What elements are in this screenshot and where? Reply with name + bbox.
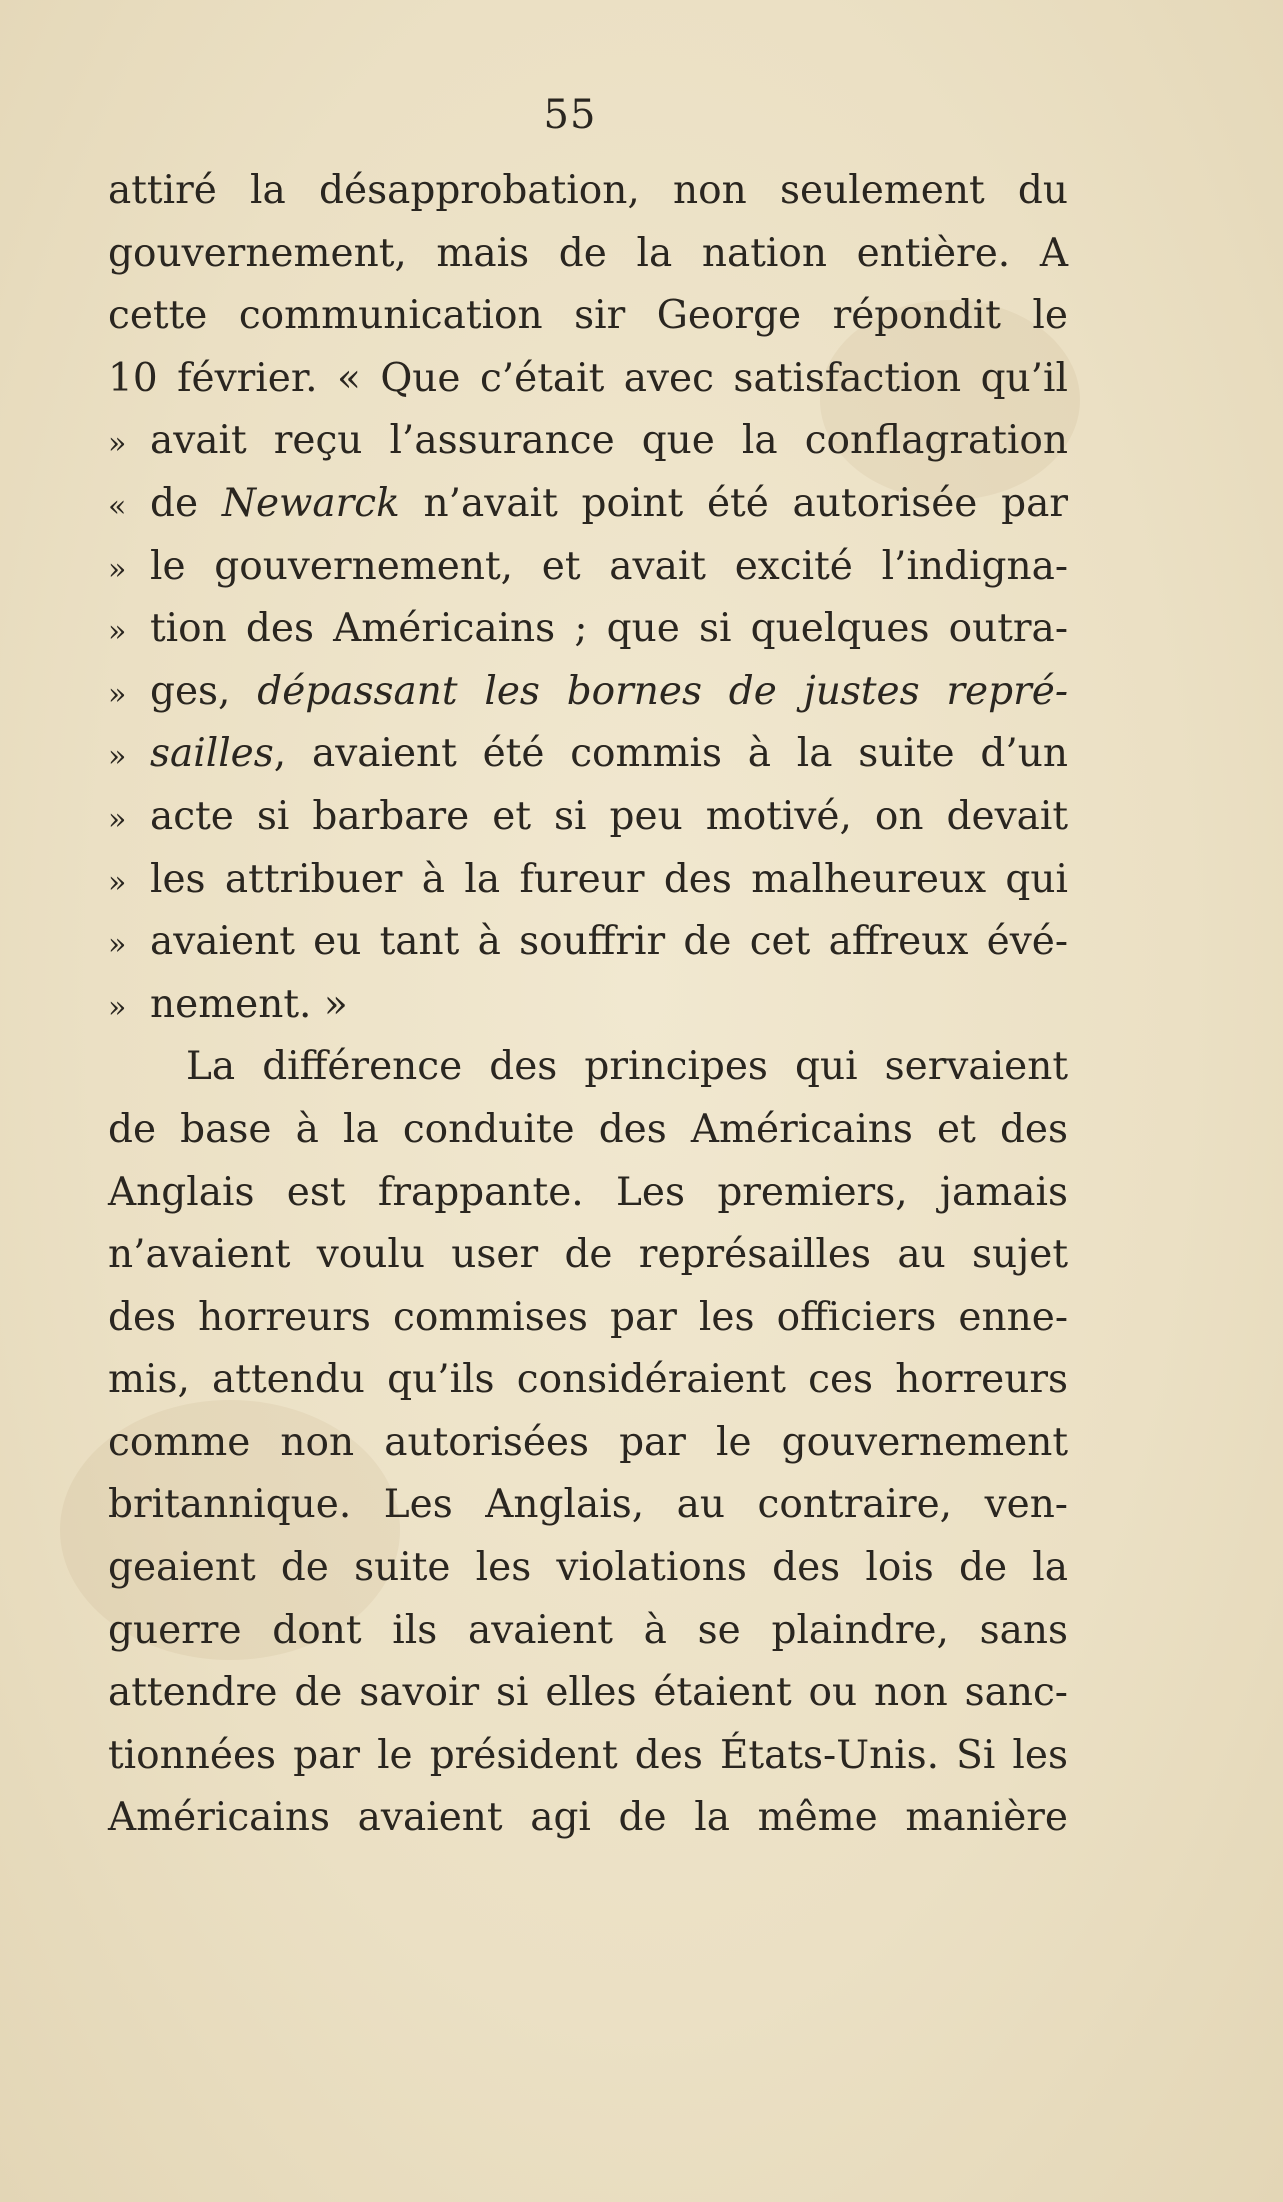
quoted-text: nement. » [150,981,348,1027]
text-line [108,1349,1068,1412]
line-text: mis, attendu qu’ils considéraient ces horreurs [108,1357,1068,1403]
text-line [108,1162,1068,1225]
quoted-text: n’avait point été autorisée par [399,480,1068,526]
text-line [108,786,1068,849]
quoted-text: les attribuer à la fureur des malheureux qui [150,856,1068,902]
line-text: 10 février. « Que c’était avec satisfaction qu’il [108,355,1068,401]
text-line [108,1662,1068,1725]
text-line [108,974,1068,1037]
text-line [108,1474,1068,1537]
quoted-text: avait reçu l’assurance que la conflagration [150,418,1068,464]
text-line [108,1412,1068,1475]
quoted-text: avaient eu tant à souffrir de cet affreux évé- [150,919,1068,965]
quotation-mark: » [108,989,127,1025]
line-text: tionnées par le président des États-Unis. Si les [108,1732,1068,1778]
quotation-mark: » [108,801,127,837]
line-text: guerre dont ils avaient à se plaindre, sans [108,1607,1068,1653]
text-line [108,285,1068,348]
text-line [108,1099,1068,1162]
text-line [108,473,1068,536]
text-line [108,598,1068,661]
text-line [108,410,1068,473]
text-line [108,723,1068,786]
text-line [108,1224,1068,1287]
quotation-mark: » [108,676,127,712]
text-line [108,1287,1068,1350]
text-line [108,1787,1068,1850]
text-line [108,348,1068,411]
line-text: de base à la conduite des Américains et des [108,1106,1068,1152]
line-text: Américains avaient agi de la même manière [108,1795,1068,1841]
text-line [108,1600,1068,1663]
line-text: attendre de savoir si elles étaient ou non sanc- [108,1670,1068,1716]
line-text: comme non autorisées par le gouvernement [108,1419,1068,1465]
text-line [108,223,1068,286]
line-text: cette communication sir George répondit le [108,293,1068,339]
line-text: gouvernement, mais de la nation entière. A [108,230,1068,276]
italic-text: Newarck [221,480,400,526]
text-line [108,160,1068,223]
line-text: geaient de suite les violations des lois de la [108,1545,1068,1591]
quoted-text: le gouvernement, et avait excité l’indigna- [150,543,1068,589]
quotation-mark: » [108,426,127,462]
italic-text: sailles [150,731,274,777]
text-line [108,536,1068,599]
line-text: des horreurs commises par les officiers enne- [108,1294,1068,1340]
text-line [108,849,1068,912]
italic-text: dépassant les bornes de justes repré- [257,668,1069,714]
quoted-text: tion des Américains ; que si quelques outra- [150,606,1068,652]
quotation-mark: » [108,551,127,587]
quoted-text: , avaient été commis à la suite d’un [273,731,1068,777]
text-line [108,911,1068,974]
line-text: Anglais est frappante. Les premiers, jamais [108,1169,1068,1215]
text-line [108,661,1068,724]
line-text: attiré la désapprobation, non seulement du [108,168,1068,213]
text-body [108,160,1068,1850]
quotation-mark: » [108,927,127,963]
text-line [108,1537,1068,1600]
line-text: britannique. Les Anglais, au contraire, ven- [108,1482,1068,1528]
quoted-text: de [150,480,222,526]
quotation-mark: » [108,864,127,900]
quoted-text: acte si barbare et si peu motivé, on devait [150,793,1068,839]
quotation-mark: « [108,488,127,524]
quotation-mark: » [108,614,127,650]
page-number: 55 [543,92,597,138]
text-line [108,1036,1068,1099]
text-line [108,1725,1068,1788]
quoted-text: ges, [150,668,258,714]
paragraph-start-text: La différence des principes qui servaient [186,1044,1068,1090]
quotation-mark: » [108,739,127,775]
line-text: n’avaient voulu user de représailles au sujet [108,1232,1068,1278]
